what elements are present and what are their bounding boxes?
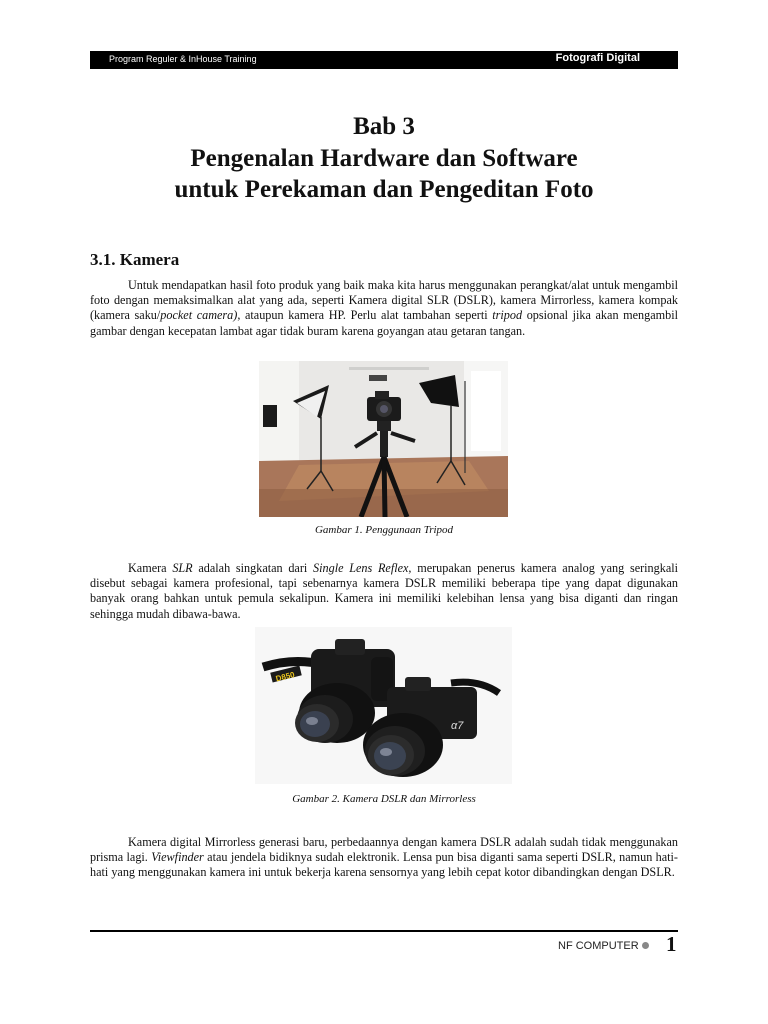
header-program-label: Program Reguler & InHouse Training [109,54,257,64]
figure-1-caption: Gambar 1. Penggunaan Tripod [314,524,454,536]
page-number: 1 [666,932,677,956]
dslr-mirrorless-photo [255,627,512,784]
footer-brand: NF COMPUTER [558,940,639,952]
header-course-title: Fotografi Digital [555,52,640,64]
chapter-title-line-1: Pengenalan Hardware dan Software [190,144,578,172]
paragraph-intro: Untuk mendapatkan hasil foto produk yang baik maka kita harus menggunakan perangkat/alat untuk mengambil foto dengan memaksimalkan alat yang ada, seperti Kamera digital SLR (DSLR), kamera Mirrorless, kamera kompak (kamera saku/pocket camera), ataupun kamera HP. Perlu alat tambahan seperti tripod opsional jika akan mengambil gambar dengan kecepatan lambat agar tidak buram karena goyangan atau getaran tangan. [90,278,678,338]
chapter-title [90,111,678,206]
page-header [90,51,678,69]
footer-bullet-icon [642,942,649,949]
tripod-studio-photo [259,361,508,517]
figure-2-caption: Gambar 2. Kamera DSLR dan Mirrorless [292,793,476,805]
chapter-number: Bab 3 [353,113,415,140]
section-heading: 3.1. Kamera [90,250,180,269]
paragraph-mirrorless: Kamera digital Mirrorless generasi baru, perbedaannya dengan kamera DSLR adalah sudah tidak menggunakan prisma lagi. Viewfinder atau jendela bidiknya sudah elektronik. Lensa pun bisa diganti sama seperti DSLR, namun hati-hati yang menggunakan kamera ini untuk bekerja karena sensornya yang lebih cepat kotor dibandingkan dengan DSLR. [90,835,678,880]
paragraph-slr: Kamera SLR adalah singkatan dari Single Lens Reflex, merupakan penerus kamera analog yang seringkali disebut sebagai kamera profesional, tapi sebenarnya kamera DSLR memiliki beberapa tipe yang dapat digunakan banyak orang bahkan untuk pemula sekalipun. Kamera ini memiliki kelebihan lensa yang bisa diganti dan ringan sehingga mudah dibawa-bawa. [90,561,679,621]
chapter-title-line-2: untuk Perekaman dan Pengeditan Foto [174,176,594,203]
camera-model-label: α7 [451,720,464,732]
footer-divider [90,930,678,932]
camera-strap-label: D850 [274,670,296,684]
